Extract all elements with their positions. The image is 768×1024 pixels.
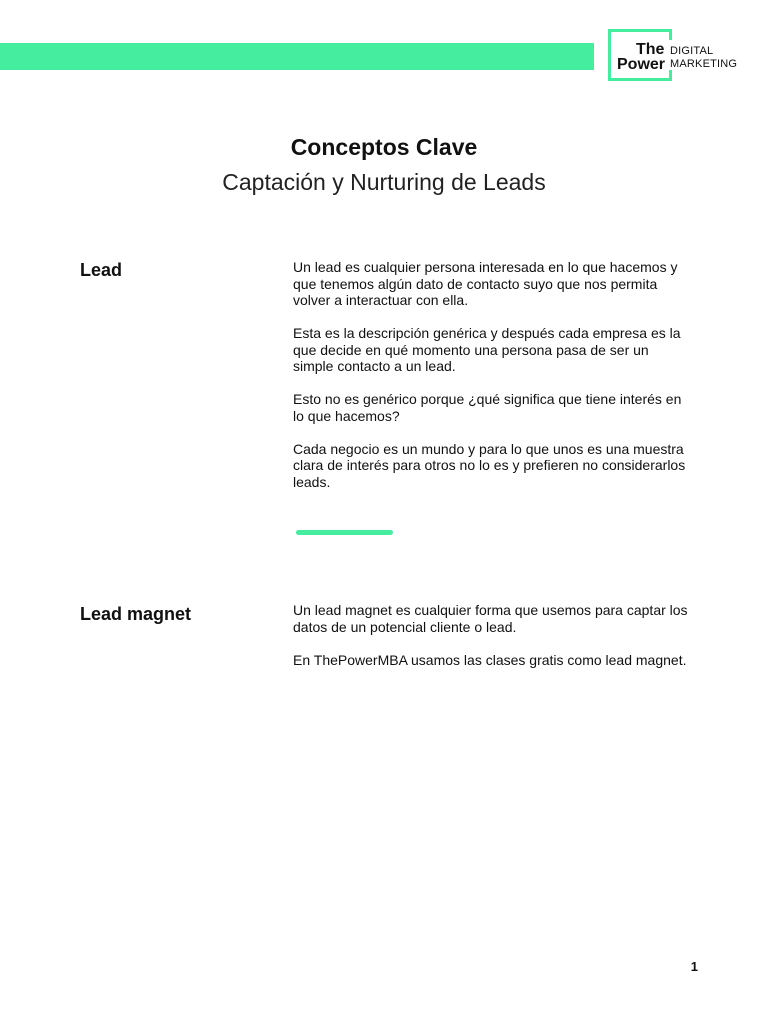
concept-description-lead (293, 259, 693, 490)
page-number: 1 (690, 959, 698, 974)
concept-paragraph: Esta es la descripción genérica y después cada empresa es la que decide en qué momento una persona pasa de ser un simple contacto a un lead. (293, 325, 681, 374)
logo-text-the: The (636, 41, 665, 58)
concept-term-lead: Lead (80, 260, 123, 280)
logo-frame-tick (669, 70, 672, 78)
concept-paragraph: En ThePowerMBA usamos las clases gratis como lead magnet. (293, 651, 687, 668)
concept-term-lead-magnet: Lead magnet (80, 604, 192, 624)
logo-tag-marketing: MARKETING (670, 58, 738, 70)
concept-paragraph: Un lead es cualquier persona interesada en lo que hacemos y que tenemos algún dato de contacto suyo que nos permita volver a interactuar con ella. (293, 259, 678, 308)
page-title: Conceptos Clave (290, 134, 478, 160)
page-subtitle: Captación y Nurturing de Leads (222, 169, 546, 195)
logo-tag-digital: DIGITAL (670, 45, 714, 57)
logo-text-power: Power (617, 56, 666, 73)
concept-paragraph: Esto no es genérico porque ¿qué significa que tiene interés en lo que hacemos? (293, 391, 682, 424)
concept-description-lead-magnet (293, 602, 693, 668)
concept-paragraph: Cada negocio es un mundo y para lo que unos es una muestra clara de interés para otros no lo es y prefieren no considerarlos leads. (293, 440, 686, 490)
header-accent-bar (0, 43, 594, 70)
concept-paragraph: Un lead magnet es cualquier forma que usemos para captar los datos de un potencial cliente o lead. (293, 602, 688, 635)
section-divider (296, 530, 393, 535)
